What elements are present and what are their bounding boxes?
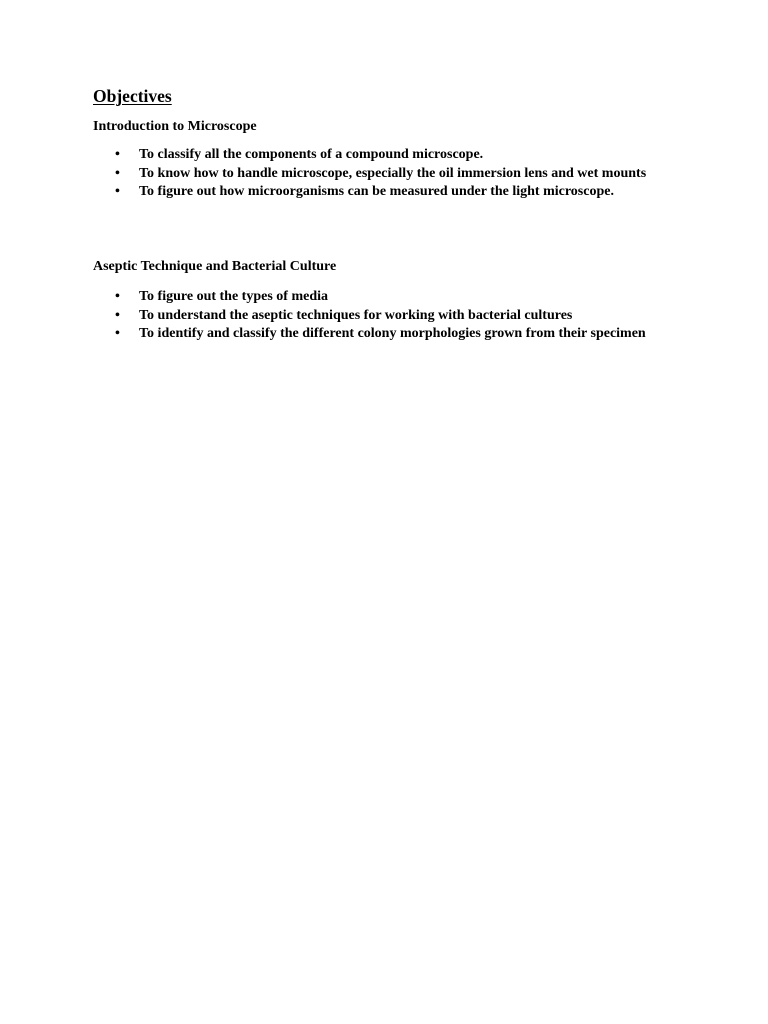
list-item (93, 307, 693, 326)
objectives-list-aseptic (93, 288, 693, 344)
bullet-icon: • (115, 147, 120, 162)
list-item-text: To figure out how microorganisms can be measured under the light microscope. (139, 184, 614, 199)
bullet-icon: • (115, 165, 120, 181)
bullet-icon: • (115, 326, 120, 341)
list-item-text: To know how to handle microscope, especially the oil immersion lens and wet mounts (139, 165, 647, 181)
list-item-text: To understand the aseptic techniques for working with bacterial cultures (139, 307, 573, 323)
list-item (93, 325, 693, 344)
section-heading-microscope: Introduction to Microscope (93, 119, 257, 134)
list-item-text: To identify and classify the different colony morphologies grown from their specimen (139, 326, 646, 341)
list-item (93, 288, 693, 307)
page-title: Objectives (93, 86, 172, 106)
bullet-icon: • (115, 184, 120, 199)
list-item (93, 183, 693, 202)
list-item-text: To figure out the types of media (139, 289, 328, 304)
section-heading-aseptic: Aseptic Technique and Bacterial Culture (93, 259, 337, 274)
objectives-list-microscope (93, 146, 693, 202)
list-item-text: To classify all the components of a compound microscope. (139, 147, 484, 162)
list-item (93, 146, 693, 165)
list-item (93, 165, 693, 184)
bullet-icon: • (115, 307, 120, 323)
bullet-icon: • (115, 289, 120, 304)
